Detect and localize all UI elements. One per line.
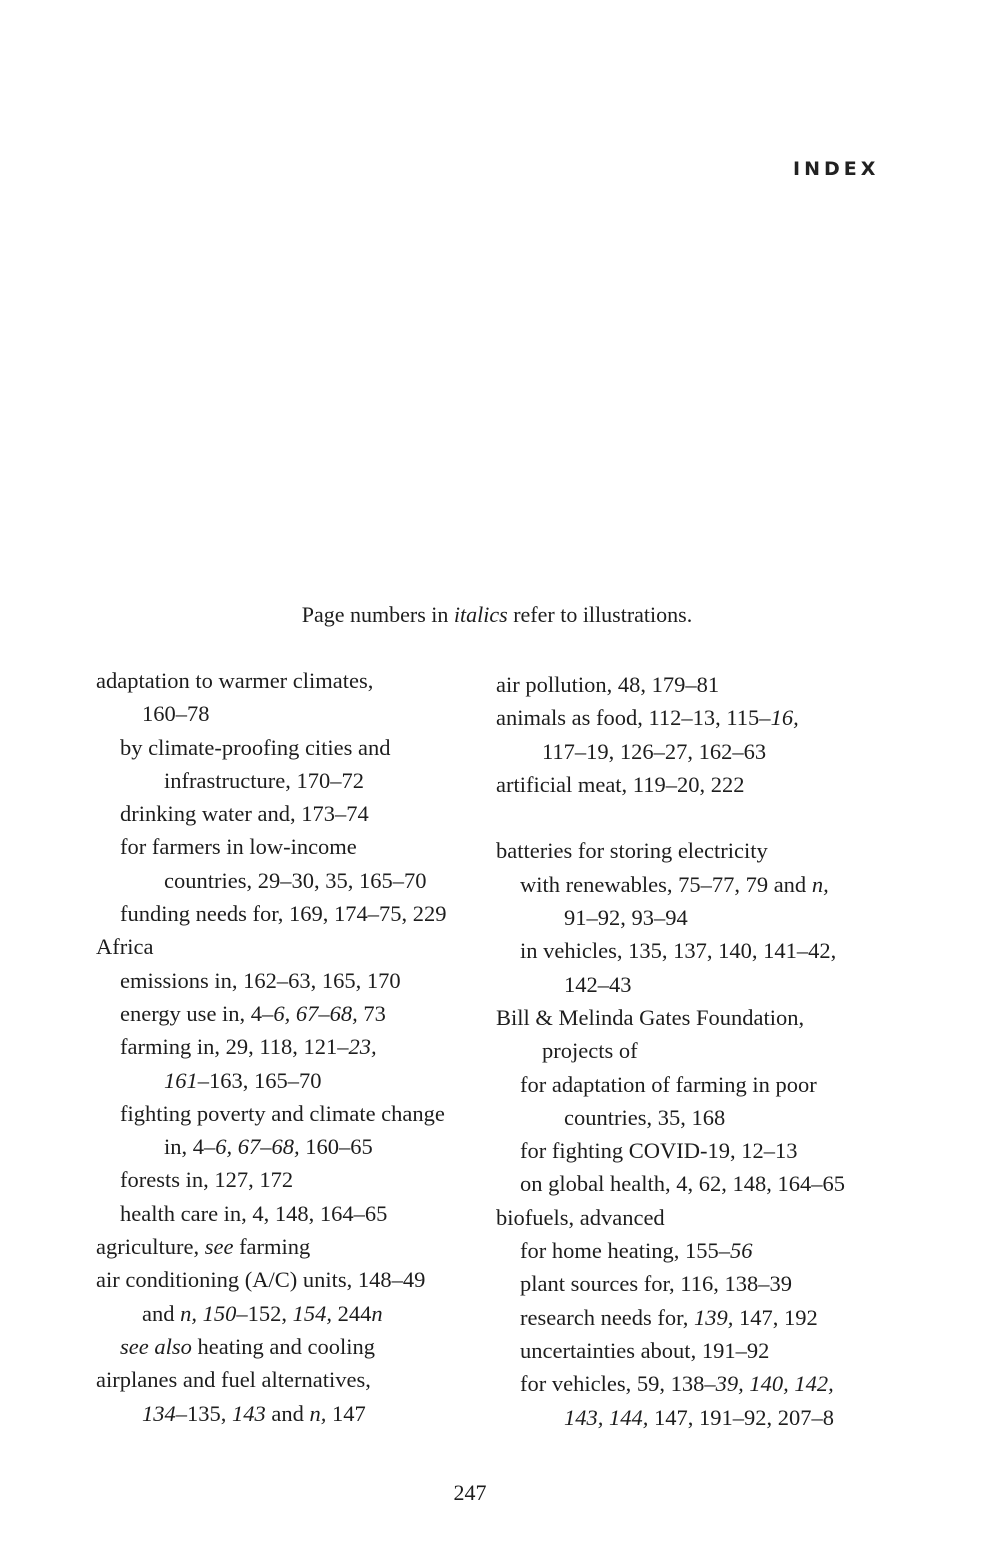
text-run: 73 <box>357 1000 386 1026</box>
italic-text: 143, 144, <box>564 1404 649 1430</box>
text-run: airplanes and fuel alternatives, <box>96 1367 371 1393</box>
italic-text: 6, 67–68, <box>273 1000 358 1026</box>
text-run: 147, 192 <box>733 1304 818 1330</box>
text-run: Africa <box>96 934 154 960</box>
text-run: 160–78 <box>142 701 210 727</box>
text-run: emissions in, 162–63, 165, 170 <box>120 967 401 993</box>
italic-text: 139, <box>694 1304 734 1330</box>
italic-text: 154, <box>292 1300 332 1326</box>
index-entry-continuation <box>496 1034 916 1067</box>
text-run: for farmers in low-income <box>120 834 357 860</box>
text-run: 91–92, 93–94 <box>564 905 688 931</box>
text-run: adaptation to warmer climates, <box>96 668 374 693</box>
index-subentry <box>496 1234 916 1267</box>
index-entry-continuation <box>96 1397 516 1430</box>
text-run: 147, 191–92, 207–8 <box>648 1404 834 1430</box>
index-entry <box>96 1263 516 1296</box>
index-subentry <box>496 1267 916 1300</box>
index-entry <box>496 1201 916 1234</box>
index-entry <box>496 668 916 701</box>
index-subentry <box>496 1134 916 1167</box>
text-run: with renewables, 75–77, 79 and <box>520 871 812 897</box>
index-entry-continuation <box>496 1101 916 1134</box>
page-number: 247 <box>453 1480 487 1505</box>
index-subentry <box>96 997 516 1030</box>
index-entry-continuation <box>496 735 916 768</box>
text-run: in vehicles, 135, 137, 140, 141–42, <box>520 938 837 964</box>
text-run: 160–65 <box>299 1134 373 1160</box>
index-entry-continuation <box>96 864 516 897</box>
text-run: air conditioning (A/C) units, 148–49 <box>96 1267 426 1293</box>
index-subentry <box>96 1097 516 1130</box>
index-entry <box>96 1363 516 1396</box>
italic-text: 23, <box>348 1034 377 1060</box>
text-run: Page numbers in <box>301 602 454 627</box>
text-run: projects of <box>542 1038 638 1064</box>
index-entry-continuation <box>496 901 916 934</box>
text-run: animals as food, 112–13, 115– <box>496 705 771 731</box>
text-run: countries, 29–30, 35, 165–70 <box>164 867 427 893</box>
index-column-left <box>96 664 516 1430</box>
index-entry <box>96 930 516 963</box>
text-run: for vehicles, 59, 138– <box>520 1371 716 1397</box>
text-run: –163, 165–70 <box>197 1067 322 1093</box>
text-run: 244 <box>332 1300 372 1326</box>
italic-text: 161 <box>164 1067 198 1093</box>
index-entry <box>496 801 916 834</box>
text-run: countries, 35, 168 <box>564 1104 726 1130</box>
text-run: 142–43 <box>564 971 632 997</box>
text-run: energy use in, 4– <box>120 1000 274 1026</box>
text-run: –152, <box>236 1300 293 1326</box>
index-subentry <box>496 1367 916 1400</box>
text-run: drinking water and, 173–74 <box>120 801 369 827</box>
index-entry-continuation <box>496 1401 916 1434</box>
text-run: for adaptation of farming in poor <box>520 1071 817 1097</box>
text-run: in, 4– <box>164 1134 216 1160</box>
index-subentry <box>96 797 516 830</box>
index-subentry <box>96 1030 516 1063</box>
index-subentry <box>96 1163 516 1196</box>
text-run: forests in, 127, 172 <box>120 1167 294 1193</box>
italic-text: see also <box>120 1333 192 1359</box>
text-run: heating and cooling <box>191 1333 375 1359</box>
index-entry-continuation <box>96 1130 516 1163</box>
index-entry <box>496 768 916 801</box>
index-entry-continuation <box>496 968 916 1001</box>
text-run: –135, <box>175 1400 232 1426</box>
index-entry-continuation <box>96 764 516 797</box>
italic-text: 39, 140, 142, <box>715 1371 834 1397</box>
index-entry <box>496 1001 916 1034</box>
index-heading: INDEX <box>793 158 880 180</box>
italic-text: 143 <box>232 1400 266 1426</box>
italic-text: italics <box>453 602 508 627</box>
text-run: farming in, 29, 118, 121– <box>120 1034 349 1060</box>
index-entry <box>96 1230 516 1263</box>
index-entry <box>496 834 916 867</box>
text-run: funding needs for, 169, 174–75, 229 <box>120 901 447 927</box>
italic-text: 16, <box>770 705 799 731</box>
italic-text: n, <box>811 871 829 897</box>
index-subentry <box>496 868 916 901</box>
index-subentry <box>496 1068 916 1101</box>
index-entry-continuation <box>96 1297 516 1330</box>
text-run: infrastructure, 170–72 <box>164 767 364 793</box>
text-run: Bill & Melinda Gates Foundation, <box>496 1004 805 1030</box>
text-run: fighting poverty and climate change <box>120 1100 445 1126</box>
text-run: health care in, 4, 148, 164–65 <box>120 1200 388 1226</box>
text-run: refer to illustrations. <box>507 602 693 627</box>
text-run: farming <box>233 1234 311 1260</box>
index-subentry <box>496 1301 916 1334</box>
text-run: air pollution, 48, 179–81 <box>496 672 720 697</box>
text-run: agriculture, <box>96 1234 205 1260</box>
index-entry <box>96 664 516 697</box>
index-entry <box>496 701 916 734</box>
text-run: and <box>265 1400 310 1426</box>
text-run: research needs for, <box>520 1304 695 1330</box>
index-subentry <box>96 1330 516 1363</box>
index-subentry <box>496 934 916 967</box>
italic-text: 6, 67–68, <box>215 1134 300 1160</box>
italic-text: 56 <box>729 1238 753 1264</box>
index-subentry <box>96 830 516 863</box>
text-run: for home heating, 155– <box>520 1238 730 1264</box>
text-run: 117–19, 126–27, 162–63 <box>542 738 767 764</box>
italic-text: n, 150 <box>180 1300 237 1326</box>
index-subentry <box>96 1197 516 1230</box>
text-run: artificial meat, 119–20, 222 <box>496 771 745 797</box>
text-run: and <box>142 1300 181 1326</box>
italic-text: 134 <box>142 1400 176 1426</box>
index-entry-continuation <box>96 1064 516 1097</box>
text-run: on global health, 4, 62, 148, 164–65 <box>520 1171 845 1197</box>
text-run: plant sources for, 116, 138–39 <box>520 1271 792 1297</box>
italic-text: see <box>204 1234 234 1260</box>
index-subentry <box>496 1334 916 1367</box>
italic-text: n <box>371 1300 383 1326</box>
text-run: by climate-proofing cities and <box>120 734 391 760</box>
text-run: batteries for storing electricity <box>496 838 768 864</box>
index-subentry <box>496 1167 916 1200</box>
text-run: for fighting COVID-19, 12–13 <box>520 1138 798 1164</box>
text-run: uncertainties about, 191–92 <box>520 1337 770 1363</box>
index-column-right <box>496 668 916 1434</box>
text-run: biofuels, advanced <box>496 1204 665 1230</box>
index-subentry <box>96 897 516 930</box>
italics-note <box>0 602 994 628</box>
text-run: 147 <box>326 1400 366 1426</box>
index-subentry <box>96 964 516 997</box>
italic-text: n, <box>309 1400 327 1426</box>
index-subentry <box>96 731 516 764</box>
index-entry-continuation <box>96 697 516 730</box>
